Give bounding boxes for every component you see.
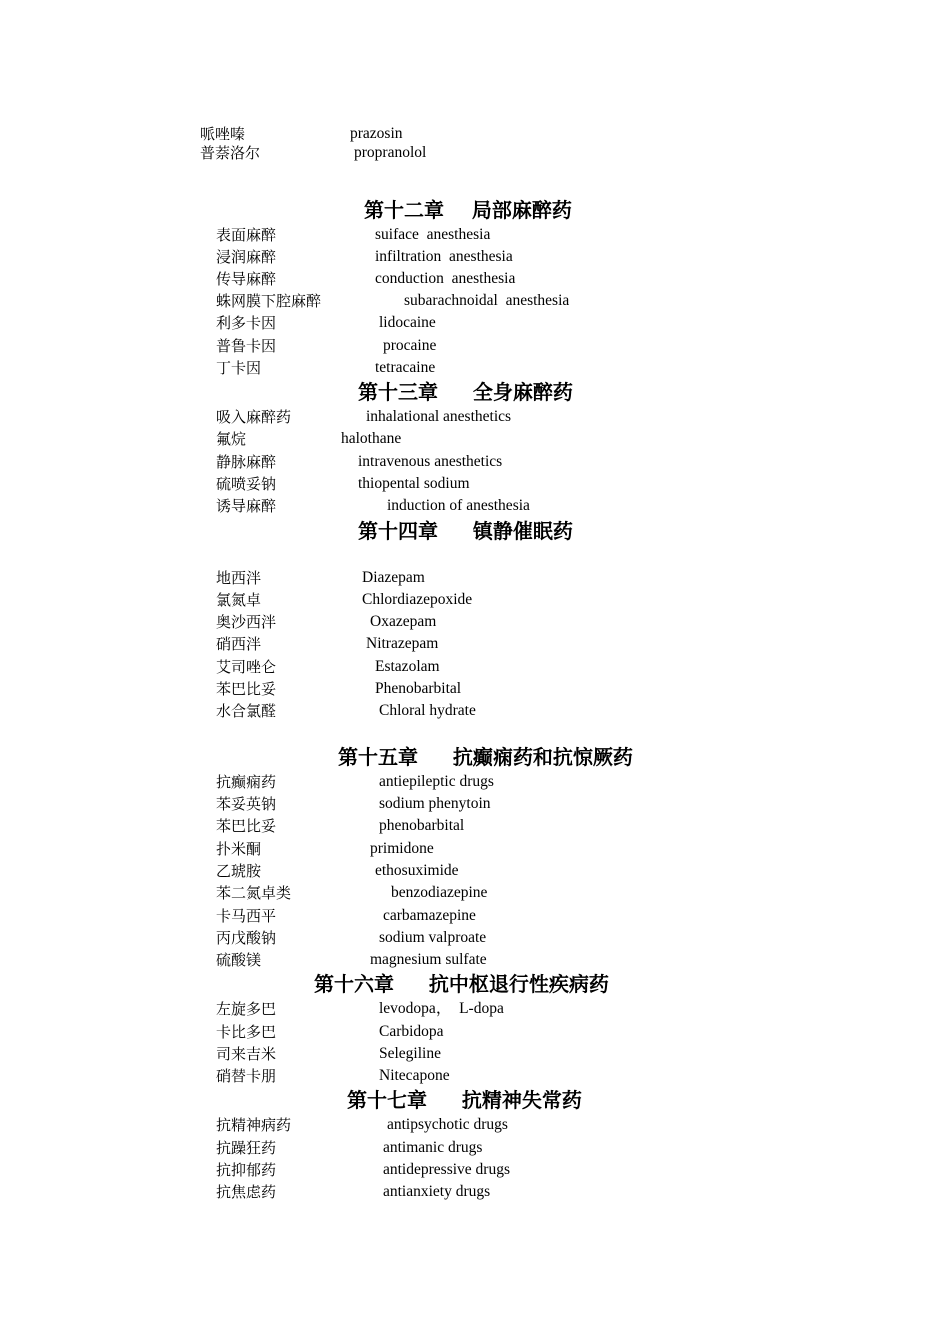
- chapter-number: 第十六章: [314, 972, 394, 996]
- term-en: benzodiazepine: [391, 884, 488, 901]
- term-en: tetracaine: [375, 359, 436, 376]
- term-en: suiface anesthesia: [375, 226, 491, 243]
- term-cn: 传导麻醉: [216, 270, 277, 288]
- term-en: Phenobarbital: [375, 680, 462, 697]
- term-en: carbamazepine: [383, 907, 476, 924]
- term-cn: 硫酸镁: [216, 951, 262, 969]
- chapter-title-17: [347, 1087, 582, 1113]
- term-en: Nitecapone: [379, 1067, 450, 1084]
- chapter-number: 第十七章: [347, 1088, 427, 1112]
- chapter-title-13: [358, 379, 573, 405]
- term-en: Diazepam: [362, 569, 425, 586]
- chapter-number: 第十五章: [338, 745, 418, 769]
- chapter-title-16: [314, 971, 609, 997]
- term-cn: 抗癫痫药: [216, 773, 277, 791]
- chapter-number: 第十三章: [358, 380, 438, 404]
- term-en: antipsychotic drugs: [387, 1116, 508, 1133]
- term-en: Chloral hydrate: [379, 702, 476, 719]
- chapter-name: 抗癫痫药和抗惊厥药: [452, 745, 633, 769]
- term-en: intravenous anesthetics: [358, 453, 503, 470]
- term-cn: 司来吉米: [216, 1045, 277, 1063]
- chapter-name: 局部麻醉药: [471, 198, 572, 222]
- chapter-name: 抗精神失常药: [461, 1088, 582, 1112]
- term-en: conduction anesthesia: [375, 270, 516, 287]
- term-cn: 吸入麻醉药: [216, 408, 292, 426]
- term-en: antiepileptic drugs: [379, 773, 494, 790]
- term-cn: 普萘洛尔: [200, 144, 261, 162]
- term-cn: 苯巴比妥: [216, 680, 277, 698]
- term-cn: 苯妥英钠: [216, 795, 277, 813]
- term-cn: 蛛网膜下腔麻醉: [216, 292, 322, 310]
- term-cn: 普鲁卡因: [216, 337, 277, 355]
- term-cn: 卡比多巴: [216, 1023, 277, 1041]
- term-en: sodium phenytoin: [379, 795, 491, 812]
- term-en: Selegiline: [379, 1045, 441, 1062]
- term-cn: 表面麻醉: [216, 226, 277, 244]
- term-en: phenobarbital: [379, 817, 465, 834]
- term-cn: 乙琥胺: [216, 862, 262, 880]
- term-cn: 左旋多巴: [216, 1000, 277, 1018]
- term-en: antidepressive drugs: [383, 1161, 510, 1178]
- term-en: procaine: [383, 337, 437, 354]
- chapter-name: 镇静催眠药: [472, 519, 573, 543]
- term-cn: 氟烷: [216, 430, 247, 448]
- term-en: halothane: [341, 430, 402, 447]
- term-cn: 苯巴比妥: [216, 817, 277, 835]
- term-en: magnesium sulfate: [370, 951, 487, 968]
- term-cn: 抗焦虑药: [216, 1183, 277, 1201]
- term-cn: 诱导麻醉: [216, 497, 277, 515]
- term-en: Oxazepam: [370, 613, 437, 630]
- term-en: antianxiety drugs: [383, 1183, 491, 1200]
- term-cn: 硝替卡朋: [216, 1067, 277, 1085]
- term-en: Estazolam: [375, 658, 440, 675]
- chapter-number: 第十四章: [358, 519, 438, 543]
- term-cn: 抗抑郁药: [216, 1161, 277, 1179]
- term-en: lidocaine: [379, 314, 436, 331]
- term-en: infiltration anesthesia: [375, 248, 513, 265]
- term-cn: 奥沙西泮: [216, 613, 277, 631]
- term-cn: 利多卡因: [216, 314, 277, 332]
- term-en: inhalational anesthetics: [366, 408, 512, 425]
- term-en: subarachnoidal anesthesia: [404, 292, 570, 309]
- chapter-name: 抗中枢退行性疾病药: [428, 972, 609, 996]
- term-en: Chlordiazepoxide: [362, 591, 473, 608]
- term-cn: 水合氯醛: [216, 702, 277, 720]
- chapter-name: 全身麻醉药: [472, 380, 573, 404]
- term-cn: 抗躁狂药: [216, 1139, 277, 1157]
- term-en: prazosin: [350, 125, 403, 142]
- term-cn: 卡马西平: [216, 907, 277, 925]
- term-cn: 地西泮: [216, 569, 262, 587]
- term-en: propranolol: [354, 144, 427, 161]
- term-en: sodium valproate: [379, 929, 487, 946]
- term-en: Nitrazepam: [366, 635, 439, 652]
- term-cn: 浸润麻醉: [216, 248, 277, 266]
- term-cn: 丁卡因: [216, 359, 262, 377]
- term-en: Carbidopa: [379, 1023, 444, 1040]
- term-en: ethosuximide: [375, 862, 459, 879]
- term-cn: 静脉麻醉: [216, 453, 277, 471]
- term-en: thiopental sodium: [358, 475, 470, 492]
- term-en: levodopa， L-dopa: [379, 1000, 504, 1017]
- term-cn: 艾司唑仑: [216, 658, 277, 676]
- term-cn: 硝西泮: [216, 635, 262, 653]
- term-en: induction of anesthesia: [387, 497, 530, 514]
- chapter-title-14: [358, 518, 573, 544]
- term-cn: 扑米酮: [216, 840, 262, 858]
- term-cn: 抗精神病药: [216, 1116, 292, 1134]
- term-en: primidone: [370, 840, 434, 857]
- term-cn: 丙戊酸钠: [216, 929, 277, 947]
- term-cn: 哌唑嗪: [200, 125, 246, 143]
- chapter-title-12: [364, 197, 572, 223]
- chapter-title-15: [338, 744, 633, 770]
- chapter-number: 第十二章: [364, 198, 444, 222]
- term-cn: 氯氮卓: [216, 591, 262, 609]
- term-cn: 苯二氮卓类: [216, 884, 292, 902]
- term-cn: 硫喷妥钠: [216, 475, 277, 493]
- term-en: antimanic drugs: [383, 1139, 483, 1156]
